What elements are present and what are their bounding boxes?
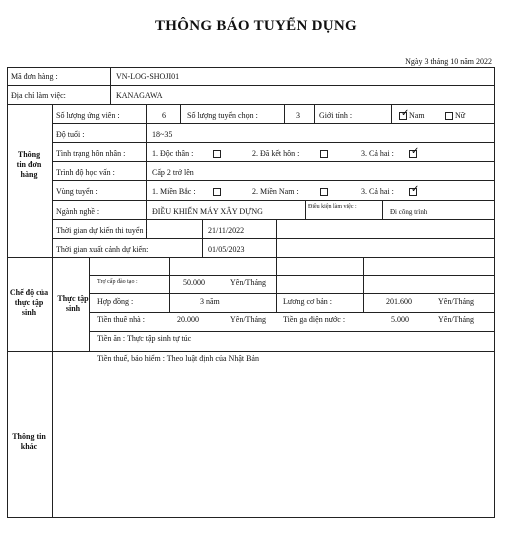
- page-title: THÔNG BÁO TUYỂN DỤNG: [155, 18, 357, 34]
- education-label: Trình độ học vấn :: [56, 168, 115, 177]
- departure-date-label: Thời gian xuất cảnh dự kiến:: [56, 245, 149, 254]
- selected-value: 3: [296, 111, 300, 120]
- table-rule: [52, 219, 495, 220]
- table-rule: [7, 67, 495, 68]
- utilities-label: Tiền ga điện nước :: [283, 315, 346, 324]
- table-rule: [305, 200, 306, 219]
- region-both-checkbox[interactable]: [409, 188, 417, 196]
- candidates-value: 6: [162, 111, 166, 120]
- departure-date-value: 01/05/2023: [208, 245, 245, 254]
- training-allowance-value: 50.000: [183, 278, 205, 287]
- marital-label: Tình trạng hôn nhân :: [56, 149, 126, 158]
- table-rule: [7, 351, 495, 352]
- table-rule: [7, 257, 495, 258]
- training-allowance-unit: Yên/Tháng: [230, 278, 266, 287]
- marital-both-checkbox[interactable]: [409, 150, 417, 158]
- candidates-label: Số lượng ứng viên :: [56, 111, 120, 120]
- work-condition-label: Điều kiện làm việc :: [308, 204, 357, 210]
- table-rule: [276, 257, 277, 313]
- industry-value: ĐIỀU KHIỂN MÁY XÂY DỰNG: [152, 207, 263, 216]
- table-rule: [89, 275, 495, 276]
- utilities-unit: Yên/Tháng: [438, 315, 474, 324]
- region-north-label: 1. Miền Bắc :: [152, 187, 196, 196]
- table-rule: [52, 123, 495, 124]
- document-date: Ngày 3 tháng 10 năm 2022: [405, 57, 492, 66]
- region-label: Vùng tuyển :: [56, 187, 98, 196]
- table-rule: [110, 67, 111, 104]
- table-rule: [202, 219, 203, 257]
- benefits-section-title: Chế độ của thực tập sinh: [9, 288, 49, 317]
- marital-single-label: 1. Độc thân :: [152, 149, 194, 158]
- contract-label: Hợp đồng :: [97, 297, 134, 306]
- housing-label: Tiền thuê nhà :: [97, 315, 145, 324]
- marital-both-label: 3. Cả hai :: [361, 149, 394, 158]
- gender-male-label: Nam: [409, 111, 425, 120]
- base-salary-value: 201.600: [386, 297, 412, 306]
- region-south-checkbox[interactable]: [320, 188, 328, 196]
- table-rule: [89, 312, 495, 313]
- training-allowance-label: Trợ cấp đào tạo :: [97, 279, 138, 285]
- table-rule: [180, 104, 181, 123]
- table-rule: [391, 104, 392, 123]
- base-salary-label: Lương cơ bản :: [283, 297, 333, 306]
- table-rule: [169, 257, 170, 313]
- food-cost-text: Tiền ăn : Thực tập sinh tự túc: [97, 334, 192, 343]
- table-rule: [314, 104, 315, 123]
- table-rule: [89, 293, 495, 294]
- order-code-value: VN-LOG-SHOJI01: [116, 72, 180, 81]
- work-location-value: KANAGAWA: [116, 91, 163, 100]
- base-salary-unit: Yên/Tháng: [438, 297, 474, 306]
- order-info-section-title: Thông tin đơn hàng: [16, 150, 42, 179]
- table-rule: [7, 85, 495, 86]
- gender-label: Giới tính :: [319, 111, 353, 120]
- table-rule: [7, 517, 495, 518]
- marital-married-label: 2. Đã kết hôn :: [252, 149, 300, 158]
- age-label: Độ tuổi :: [56, 130, 85, 139]
- gender-female-checkbox[interactable]: [445, 112, 453, 120]
- table-rule: [52, 161, 495, 162]
- trainee-subtitle: Thực tập sinh: [57, 294, 89, 313]
- table-rule: [52, 238, 495, 239]
- table-rule: [146, 104, 147, 238]
- selected-label: Số lượng tuyển chọn :: [187, 111, 258, 120]
- housing-unit: Yên/Tháng: [230, 315, 266, 324]
- exam-date-label: Thời gian dự kiến thi tuyển :: [56, 226, 148, 235]
- gender-female-label: Nữ: [455, 111, 466, 120]
- age-value: 18~35: [152, 130, 173, 139]
- marital-married-checkbox[interactable]: [320, 150, 328, 158]
- table-rule: [382, 200, 383, 219]
- table-rule: [494, 67, 495, 518]
- table-rule: [52, 200, 495, 201]
- industry-label: Ngành nghề :: [56, 207, 100, 216]
- table-rule: [7, 67, 8, 518]
- order-code-label: Mã đơn hàng :: [11, 72, 58, 81]
- table-rule: [52, 180, 495, 181]
- region-both-label: 3. Cả hai :: [361, 187, 394, 196]
- tax-insurance-text: Tiền thuế, bảo hiểm : Theo luật định của Nhật Bản: [97, 354, 259, 363]
- exam-date-value: 21/11/2022: [208, 226, 245, 235]
- marital-single-checkbox[interactable]: [213, 150, 221, 158]
- region-south-label: 2. Miền Nam :: [252, 187, 299, 196]
- table-rule: [89, 331, 495, 332]
- region-north-checkbox[interactable]: [213, 188, 221, 196]
- other-info-section-title: Thông tin khác: [12, 432, 46, 451]
- contract-value: 3 năm: [200, 297, 220, 306]
- work-condition-value: Đi công trình: [390, 208, 428, 216]
- housing-value: 20.000: [177, 315, 199, 324]
- gender-male-checkbox[interactable]: [399, 112, 407, 120]
- work-location-label: Địa chỉ làm việc:: [11, 91, 66, 100]
- table-rule: [276, 219, 277, 257]
- table-rule: [7, 104, 495, 105]
- table-rule: [284, 104, 285, 123]
- education-value: Cấp 2 trở lên: [152, 168, 194, 177]
- table-rule: [52, 104, 53, 517]
- table-rule: [363, 257, 364, 313]
- table-rule: [52, 142, 495, 143]
- utilities-value: 5.000: [391, 315, 409, 324]
